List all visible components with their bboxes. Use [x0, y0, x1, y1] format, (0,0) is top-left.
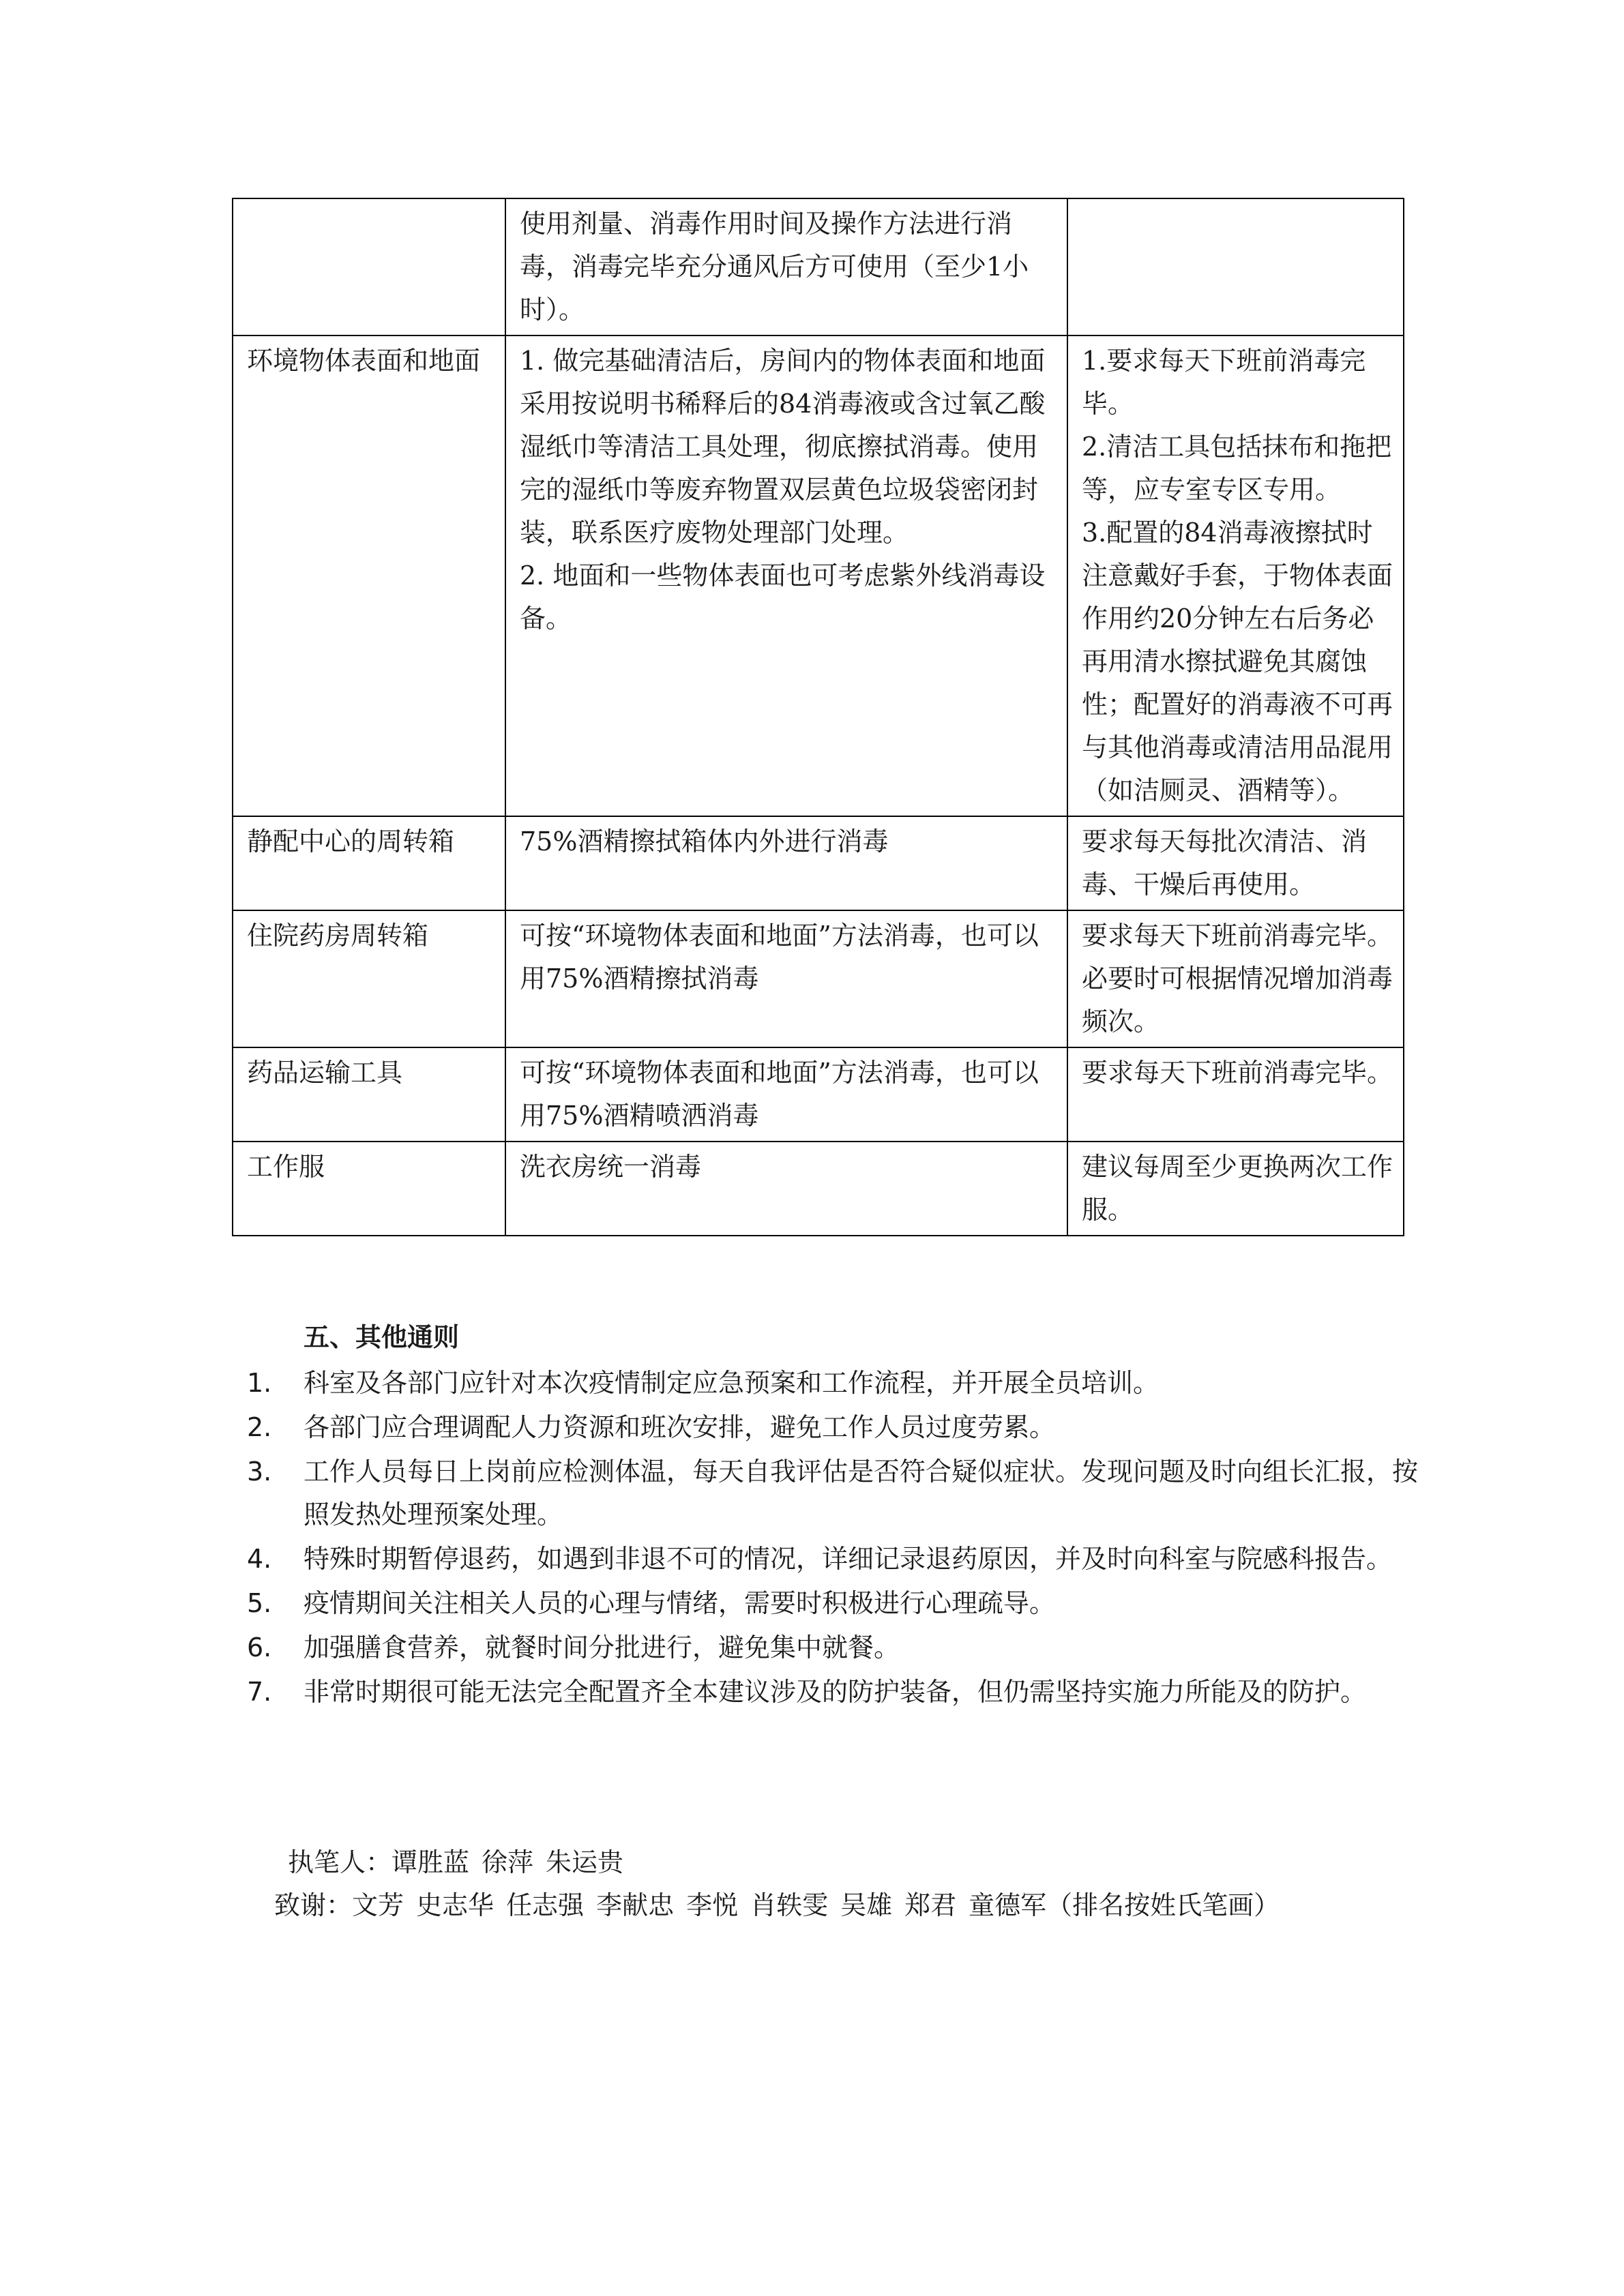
thanks-suffix: （排名按姓氏笔画）	[1046, 1890, 1280, 1920]
table-row	[233, 336, 1404, 816]
table-row	[233, 816, 1404, 910]
thanks-names	[352, 1890, 1046, 1920]
rule-number: 7.	[247, 1677, 272, 1707]
cell-note	[1067, 910, 1404, 1047]
rule-text: 各部门应合理调配人力资源和班次安排，避免工作人员过度劳累。	[304, 1412, 1056, 1442]
rule-number: 2.	[247, 1412, 272, 1442]
note-paragraph: 3.配置的84消毒液擦拭时注意戴好手套，于物体表面作用约20分钟左右后务必再用清水擦拭避免其腐蚀性；配置好的消毒液不可再与其他消毒或清洁用品混用（如洁厕灵、酒精等）。	[1082, 518, 1393, 805]
note-paragraph: 建议每周至少更换两次工作服。	[1082, 1152, 1393, 1225]
cell-method	[505, 1142, 1067, 1236]
note-paragraph: 2.清洁工具包括抹布和拖把等，应专室专区专用。	[1082, 432, 1392, 505]
cell-note	[1067, 1047, 1404, 1142]
rule-item	[232, 1582, 1419, 1625]
cell-item: 静配中心的周转箱	[233, 816, 505, 910]
note-paragraph: 要求每天下班前消毒完毕。必要时可根据情况增加消毒频次。	[1082, 921, 1393, 1037]
person-name: 肖轶雯	[750, 1890, 829, 1920]
method-paragraph: 75%酒精擦拭箱体内外进行消毒	[520, 826, 889, 856]
table-row	[233, 910, 1404, 1047]
person-name: 文芳	[352, 1890, 404, 1920]
cell-note	[1067, 198, 1404, 336]
rule-text: 非常时期很可能无法完全配置齐全本建议涉及的防护装备，但仍需坚持实施力所能及的防护。	[304, 1677, 1367, 1707]
rule-text: 工作人员每日上岗前应检测体温，每天自我评估是否符合疑似症状。发现问题及时向组长汇报，按照发热处理预案处理。	[304, 1457, 1419, 1530]
rule-number: 1.	[247, 1368, 272, 1398]
method-paragraph: 2. 地面和一些物体表面也可考虑紫外线消毒设备。	[520, 561, 1046, 633]
disinfection-table	[232, 198, 1404, 1236]
rules-list	[232, 1362, 1419, 1714]
cell-note	[1067, 1142, 1404, 1236]
method-paragraph: 1. 做完基础清洁后，房间内的物体表面和地面采用按说明书稀释后的84消毒液或含过氧乙酸湿纸巾等清洁工具处理，彻底擦拭消毒。使用完的湿纸巾等废弃物置双层黄色垃圾袋密闭封装，联系医疗废物处理部门处理。	[520, 346, 1046, 548]
table-row	[233, 1142, 1404, 1236]
rule-item	[232, 1626, 1419, 1669]
cell-method	[505, 816, 1067, 910]
authors-line	[288, 1841, 623, 1884]
other-rules-section	[232, 1316, 1419, 1715]
author-names	[392, 1847, 623, 1877]
person-name: 郑君	[904, 1890, 957, 1920]
note-paragraph: 要求每天下班前消毒完毕。	[1082, 1058, 1393, 1088]
method-paragraph: 可按“环境物体表面和地面”方法消毒，也可以用75%酒精擦拭消毒	[520, 921, 1039, 994]
table-row	[233, 1047, 1404, 1142]
cell-note	[1067, 336, 1404, 816]
method-paragraph: 使用剂量、消毒作用时间及操作方法进行消毒，消毒完毕充分通风后方可使用（至少1小时）。	[520, 209, 1029, 325]
section-title: 五、其他通则	[304, 1322, 460, 1352]
table-row	[233, 198, 1404, 336]
person-name: 徐萍	[482, 1847, 534, 1877]
person-name: 史志华	[416, 1890, 494, 1920]
rule-number: 3.	[247, 1457, 272, 1487]
person-name: 童德军	[969, 1890, 1047, 1920]
rule-number: 5.	[247, 1588, 272, 1618]
rule-item	[232, 1450, 1419, 1536]
cell-method	[505, 1047, 1067, 1142]
person-name: 李献忠	[596, 1890, 675, 1920]
person-name: 任志强	[506, 1890, 585, 1920]
cell-item: 工作服	[233, 1142, 505, 1236]
table-body	[233, 198, 1404, 1236]
person-name: 李悦	[686, 1890, 739, 1920]
person-name: 朱运贵	[546, 1847, 624, 1877]
cell-method	[505, 336, 1067, 816]
cell-item: 环境物体表面和地面	[233, 336, 505, 816]
note-paragraph: 1.要求每天下班前消毒完毕。	[1082, 346, 1366, 419]
rule-text: 加强膳食营养，就餐时间分批进行，避免集中就餐。	[304, 1632, 900, 1663]
cell-method	[505, 198, 1067, 336]
rule-item	[232, 1538, 1419, 1581]
cell-note	[1067, 816, 1404, 910]
authors-label: 执笔人：	[288, 1847, 392, 1877]
rule-number: 4.	[247, 1544, 272, 1574]
method-paragraph: 洗衣房统一消毒	[520, 1152, 702, 1182]
rule-item	[232, 1362, 1419, 1405]
cell-method	[505, 910, 1067, 1047]
cell-item	[233, 198, 505, 336]
thanks-label: 致谢：	[274, 1890, 353, 1920]
acknowledgements-line	[274, 1884, 1280, 1927]
note-paragraph: 要求每天每批次清洁、消毒、干燥后再使用。	[1082, 826, 1368, 899]
method-paragraph: 可按“环境物体表面和地面”方法消毒，也可以用75%酒精喷洒消毒	[520, 1058, 1039, 1131]
cell-item: 住院药房周转箱	[233, 910, 505, 1047]
rule-item	[232, 1406, 1419, 1449]
rule-text: 疫情期间关注相关人员的心理与情绪，需要时积极进行心理疏导。	[304, 1588, 1056, 1618]
rule-number: 6.	[247, 1632, 272, 1663]
cell-item: 药品运输工具	[233, 1047, 505, 1142]
person-name: 吴雄	[840, 1890, 893, 1920]
rule-text: 科室及各部门应针对本次疫情制定应急预案和工作流程，并开展全员培训。	[304, 1368, 1160, 1398]
rule-item	[232, 1671, 1419, 1714]
person-name: 谭胜蓝	[392, 1847, 470, 1877]
rule-text: 特殊时期暂停退药，如遇到非退不可的情况，详细记录退药原因，并及时向科室与院感科报告。	[304, 1544, 1393, 1574]
